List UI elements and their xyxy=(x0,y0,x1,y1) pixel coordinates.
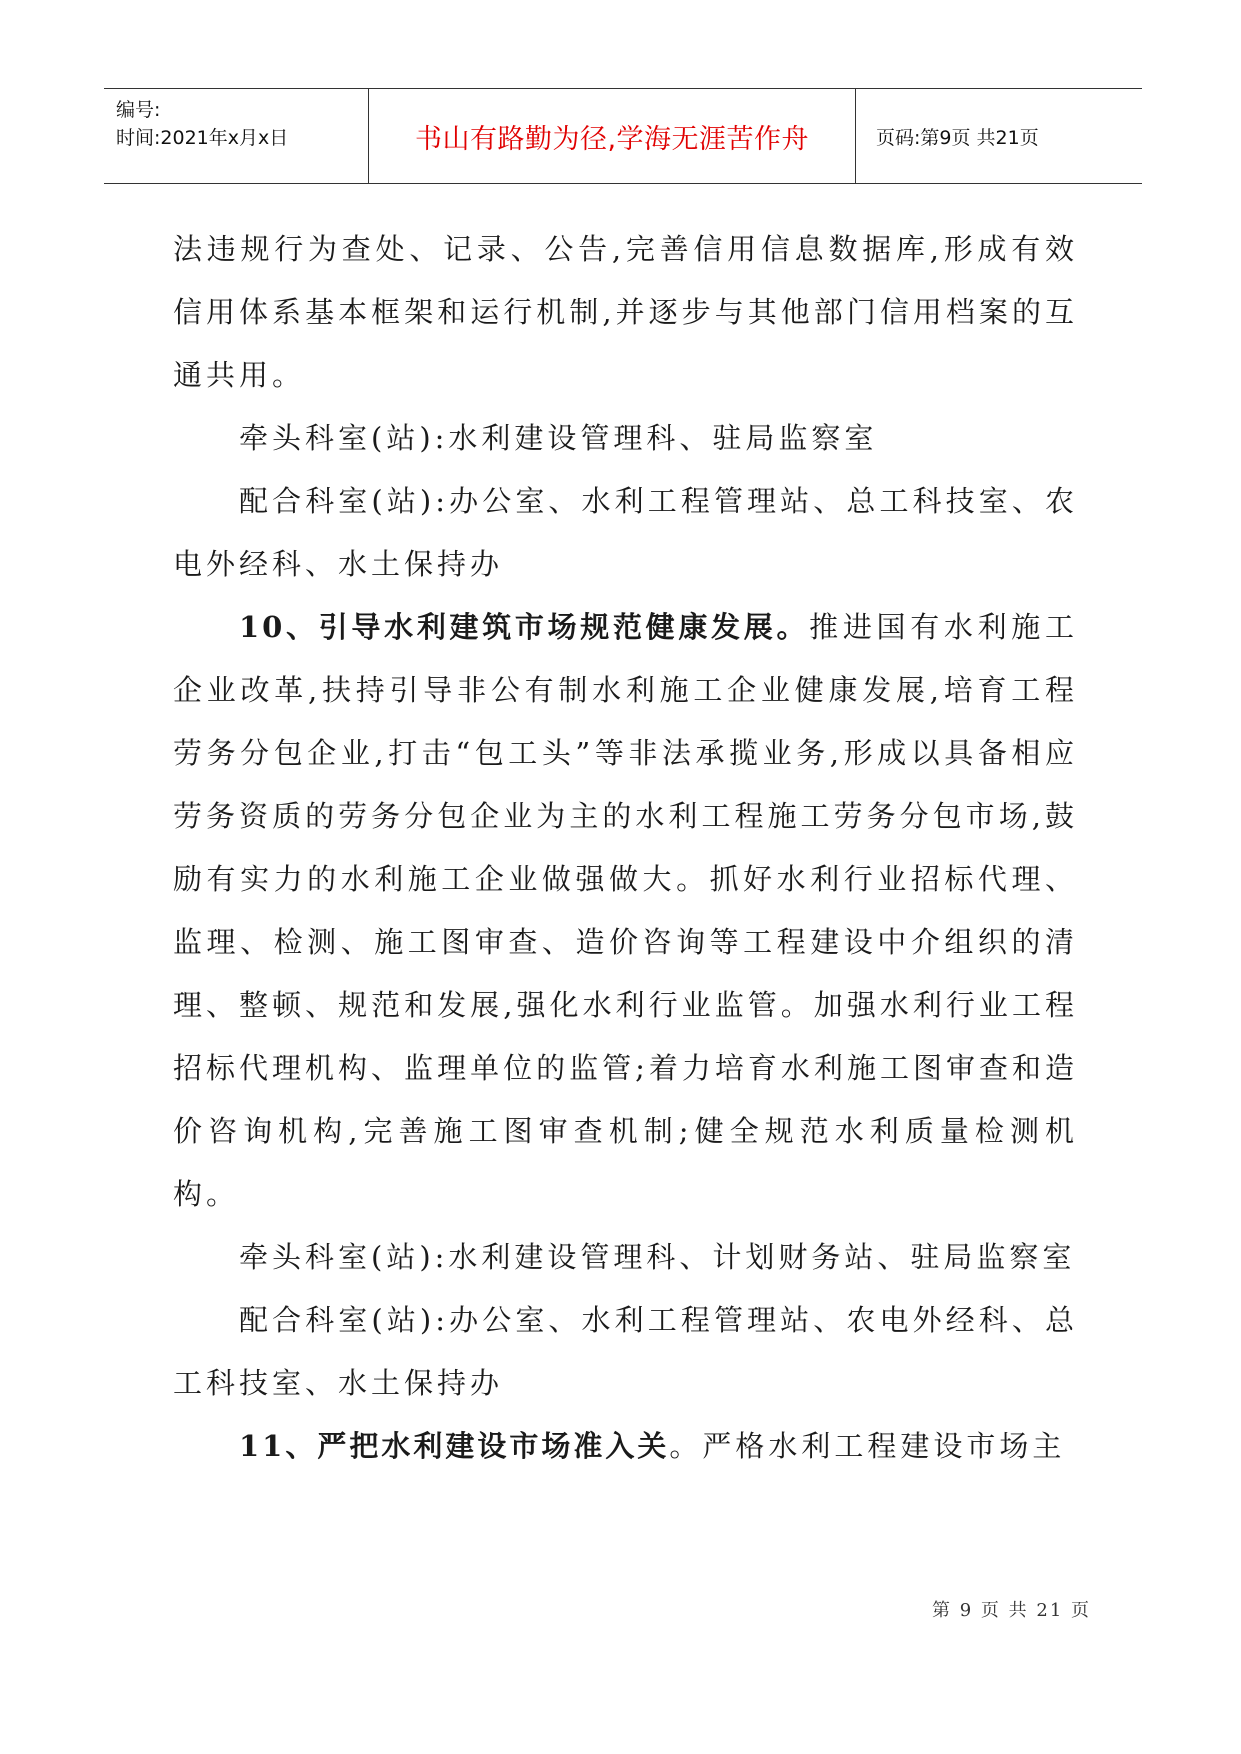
item-11-heading: 11、严把水利建设市场准入关 xyxy=(239,1429,670,1463)
paragraph-credit-system: 法违规行为查处、记录、公告,完善信用信息数据库,形成有效信用体系基本框架和运行机制,并逐步与其他部门信用档案的互通共用。 xyxy=(173,232,1078,392)
serial-number-label: 编号: xyxy=(116,99,161,121)
page-footer-number: 第 9 页 共 21 页 xyxy=(932,1600,1091,1621)
document-body xyxy=(173,218,1078,1478)
header-motto: 书山有路勤为径,学海无涯苦作舟 xyxy=(414,124,810,155)
item-10-heading: 10、引导水利建筑市场规范健康发展。 xyxy=(239,610,810,644)
header-page-cell xyxy=(856,89,1142,183)
cooperating-department-2: 配合科室(站):办公室、水利工程管理站、农电外经科、总工科技室、水土保持办 xyxy=(173,1303,1078,1400)
header-meta-cell xyxy=(104,89,368,183)
date-label: 时间:2021年x月x日 xyxy=(116,127,289,149)
page-header xyxy=(104,88,1142,184)
header-motto-cell xyxy=(368,89,856,183)
item-11-text: 。严格水利工程建设市场主 xyxy=(669,1429,1066,1463)
item-10-paragraph xyxy=(173,596,1078,1226)
header-page-code: 页码:第9页 共21页 xyxy=(876,127,1039,149)
item-11-paragraph xyxy=(173,1415,1078,1478)
lead-department-1: 牵头科室(站):水利建设管理科、驻局监察室 xyxy=(239,421,878,455)
item-10-text: 推进国有水利施工企业改革,扶持引导非公有制水利施工企业健康发展,培育工程劳务分包企业,打击“包工头”等非法承揽业务,形成以具备相应劳务资质的劳务分包企业为主的水利工程施工劳务分包市场,鼓励有实力的水利施工企业做强做大。抓好水利行业招标代理、监理、检测、施工图审查、造价咨询等工程建设中介组织的清理、整顿、规范和发展,强化水利行业监管。加强水利行业工程招标代理机构、监理单位的监管;着力培育水利施工图审查和造价咨询机构,完善施工图审查机制;健全规范水利质量检测机构。 xyxy=(173,610,1078,1211)
lead-department-2: 牵头科室(站):水利建设管理科、计划财务站、驻局监察室 xyxy=(239,1240,1076,1274)
cooperating-department-1: 配合科室(站):办公室、水利工程管理站、总工科技室、农电外经科、水土保持办 xyxy=(173,484,1078,581)
